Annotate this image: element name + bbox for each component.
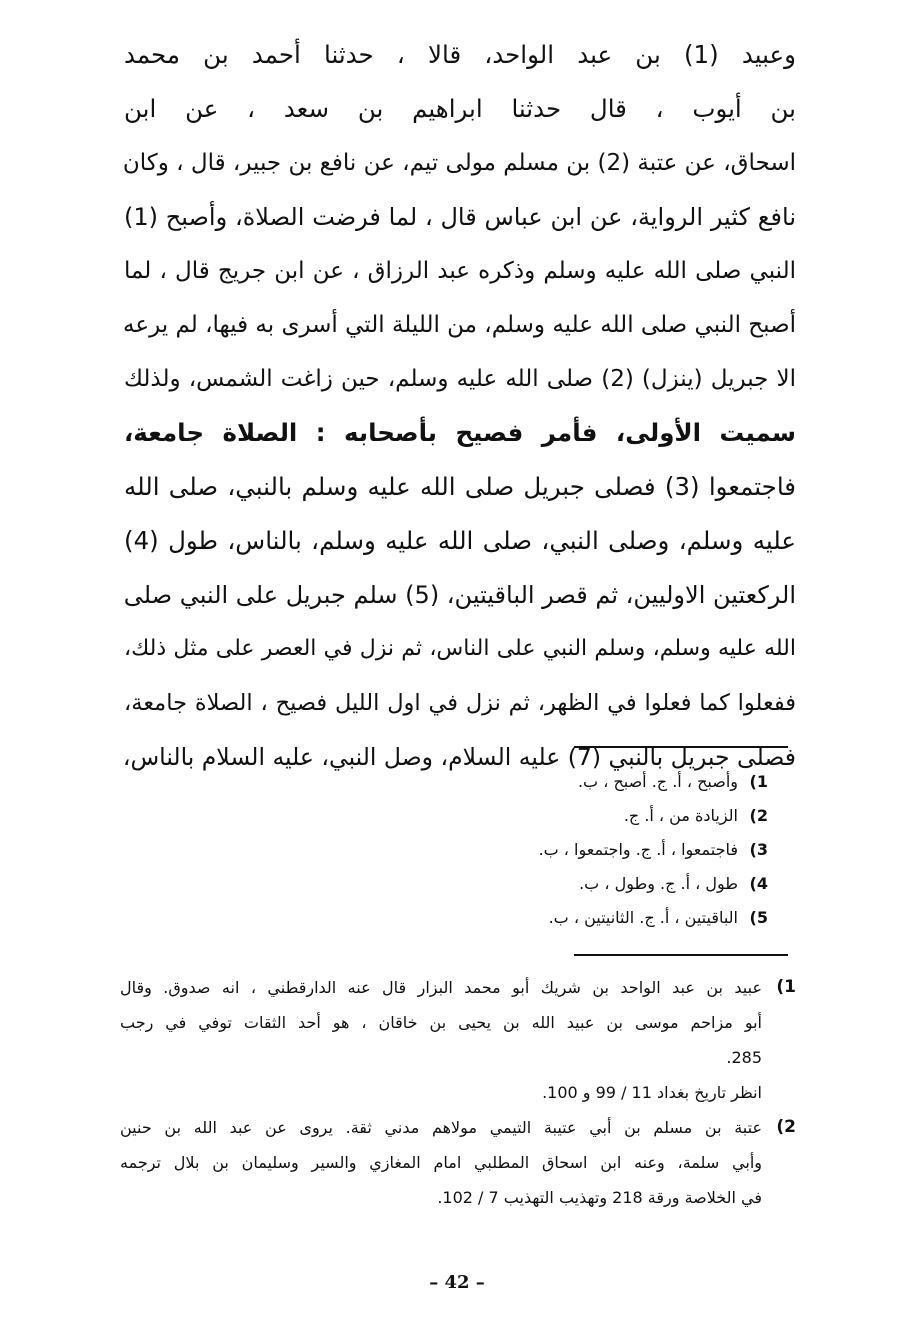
main-text xyxy=(124,28,796,784)
footnotes-divider xyxy=(574,954,788,956)
page-number: – 42 – xyxy=(429,1272,485,1293)
main-text-line: الا جبريل (ينزل) (2) صلى الله عليه وسلم، حين زاغت الشمس، ولذلك xyxy=(124,366,797,392)
variant-text: فاجتمعوا ، أ. ج. واجتمعوا ، ب. xyxy=(538,839,738,859)
variant-number: 4) xyxy=(749,873,768,893)
footnote-line: عبيد بن عبد الواحد بن شريك أبو محمد البزار قال عنه الدارقطني ، انه صدوق. وقال xyxy=(120,978,762,997)
main-text-line: بن أيوب ، قال حدثنا ابراهيم بن سعد ، عن ابن xyxy=(124,94,796,123)
main-text-line: فصلى جبريل بالنبي (7) عليه السلام، وصل النبي، عليه السلام بالناس، xyxy=(122,743,796,771)
main-text-line: نافع كثير الرواية، عن ابن عباس قال ، لما فرضت الصلاة، وأصبح (1) xyxy=(124,203,796,231)
variant-number: 3) xyxy=(749,839,768,859)
variant-text: الزيادة من ، أ. ج. xyxy=(623,805,738,825)
variant-item xyxy=(539,866,768,900)
variant-item xyxy=(539,832,768,866)
variant-number: 5) xyxy=(749,907,768,927)
footnote-body xyxy=(120,1110,762,1215)
variant-text: الباقيتين ، أ. ج. الثانيتين ، ب. xyxy=(548,907,738,927)
main-text-line: ففعلوا كما فعلوا في الظهر، ثم نزل في اول الليل فصيح ، الصلاة جامعة، xyxy=(124,690,796,716)
main-text-line: وعبيد (1) بن عبد الواحد، قالا ، حدثنا أحمد بن محمد xyxy=(124,40,796,69)
footnote-number: 1) xyxy=(776,977,796,997)
variant-item xyxy=(539,900,768,934)
variant-number: 1) xyxy=(749,771,768,791)
footnote xyxy=(120,970,796,1110)
variant-number: 2) xyxy=(749,805,768,825)
main-text-line: النبي صلى الله عليه وسلم وذكره عبد الرزاق ، عن ابن جريج قال ، لما xyxy=(124,258,796,284)
footnote-line: أبو مزاحم موسى بن عبيد الله بن يحيى بن خاقان ، هو أحد الثقات توفي في رجب xyxy=(120,1013,762,1032)
main-text-line: الله عليه وسلم، وسلم النبي على الناس، ثم نزل في العصر على مثل ذلك، xyxy=(124,636,796,661)
footnote-line: عتبة بن مسلم بن أبي عتيبة التيمي مولاهم مدني ثقة. يروى عن عبد الله بن حنين xyxy=(120,1118,762,1137)
variant-text: طول ، أ. ج. وطول ، ب. xyxy=(579,873,738,893)
variant-text: وأصبح ، أ. ج. أصبح ، ب. xyxy=(577,771,738,791)
footnote-body xyxy=(120,970,762,1110)
footnote-line: في الخلاصة ورقة 218 وتهذيب التهذيب 7 / 102. xyxy=(437,1188,762,1207)
main-text-line: فاجتمعوا (3) فصلى جبريل صلى الله عليه وسلم بالنبي، صلى الله xyxy=(124,472,796,501)
footnote-line: وأبي سلمة، وعنه ابن اسحاق المطلبي امام المغازي والسير وسليمان بن بلال ترجمه xyxy=(120,1153,762,1172)
main-text-line: اسحاق، عن عتبة (2) بن مسلم مولى تيم، عن نافع بن جبير، قال ، وكان xyxy=(122,150,796,176)
main-text-line: الركعتين الاوليين، ثم قصر الباقيتين، (5) سلم جبريل على النبي صلى xyxy=(123,581,796,609)
main-text-line: سميت الأولى، فأمر فصيح بأصحابه : الصلاة جامعة، xyxy=(124,418,796,447)
footnote-number: 2) xyxy=(776,1117,796,1137)
footnote-line: انظر تاريخ بغداد 11 / 99 و 100. xyxy=(542,1083,762,1102)
variants-divider xyxy=(574,746,788,748)
variant-readings xyxy=(539,764,768,934)
footnote xyxy=(120,1110,796,1215)
variant-item xyxy=(539,798,768,832)
main-text-line: عليه وسلم، وصلى النبي، صلى الله عليه وسلم، بالناس، طول (4) xyxy=(124,526,796,555)
variant-item xyxy=(539,764,768,798)
main-text-line: أصبح النبي صلى الله عليه وسلم، من الليلة التي أسرى به فيها، لم يرعه xyxy=(123,312,796,338)
footnote-line: 285. xyxy=(726,1048,762,1067)
footnotes xyxy=(120,970,796,1215)
